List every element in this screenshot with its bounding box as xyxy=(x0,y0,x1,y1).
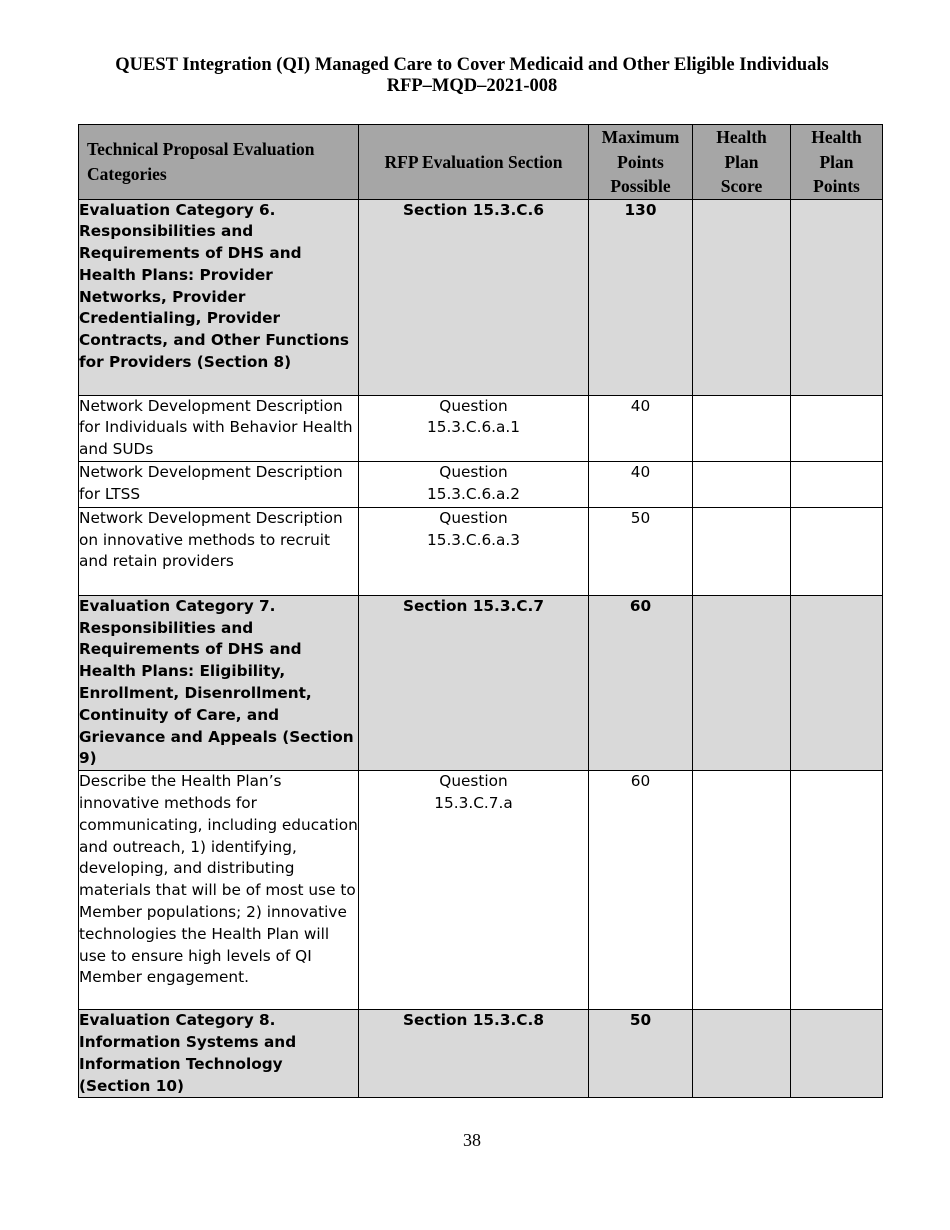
row-category: Evaluation Category 6. Responsibilities and Requirements of DHS and Health Plans: Provider Networks, Provider Credentialing, Provider Contracts, and Other Functions for Providers (Section 8) xyxy=(79,199,359,395)
row-score xyxy=(693,395,791,461)
header-section: RFP Evaluation Section xyxy=(359,125,589,200)
table-row xyxy=(79,595,883,770)
row-plan-points xyxy=(791,595,883,770)
row-category: Network Development Description on innovative methods to recruit and retain providers xyxy=(79,507,359,595)
table-row xyxy=(79,395,883,461)
row-plan-points xyxy=(791,395,883,461)
row-max-points: 130 xyxy=(589,199,693,395)
table-row xyxy=(79,771,883,1010)
header-score: Health Plan Score xyxy=(693,125,791,200)
row-category: Describe the Health Plan’s innovative methods for communicating, including education and outreach, 1) identifying, developing, and distributing materials that will be of most use to Member populations; 2) innovative technologies the Health Plan will use to ensure high levels of QI Member engagement. xyxy=(79,771,359,1010)
row-section: Section 15.3.C.8 xyxy=(359,1010,589,1098)
row-section: Question 15.3.C.6.a.2 xyxy=(359,461,589,507)
row-section: Section 15.3.C.7 xyxy=(359,595,589,770)
row-score xyxy=(693,507,791,595)
row-plan-points xyxy=(791,1010,883,1098)
table-row xyxy=(79,507,883,595)
row-section: Question 15.3.C.6.a.1 xyxy=(359,395,589,461)
row-score xyxy=(693,1010,791,1098)
row-plan-points xyxy=(791,507,883,595)
document-title xyxy=(0,55,944,97)
evaluation-table xyxy=(78,124,883,1098)
row-max-points: 60 xyxy=(589,595,693,770)
row-score xyxy=(693,771,791,1010)
row-section: Question 15.3.C.6.a.3 xyxy=(359,507,589,595)
row-score xyxy=(693,461,791,507)
row-plan-points xyxy=(791,771,883,1010)
table-row xyxy=(79,1010,883,1098)
row-section: Section 15.3.C.6 xyxy=(359,199,589,395)
header-max-points: Maximum Points Possible xyxy=(589,125,693,200)
row-plan-points xyxy=(791,461,883,507)
row-max-points: 50 xyxy=(589,507,693,595)
row-category: Network Development Description for Individuals with Behavior Health and SUDs xyxy=(79,395,359,461)
row-max-points: 40 xyxy=(589,461,693,507)
row-score xyxy=(693,199,791,395)
row-score xyxy=(693,595,791,770)
row-category: Evaluation Category 8. Information Systems and Information Technology (Section 10) xyxy=(79,1010,359,1098)
row-max-points: 50 xyxy=(589,1010,693,1098)
title-line-1: QUEST Integration (QI) Managed Care to Cover Medicaid and Other Eligible Individuals xyxy=(115,55,829,75)
table-header-row xyxy=(79,125,883,200)
header-plan-points: Health Plan Points xyxy=(791,125,883,200)
row-section: Question 15.3.C.7.a xyxy=(359,771,589,1010)
table-row xyxy=(79,199,883,395)
table-row xyxy=(79,461,883,507)
row-max-points: 40 xyxy=(589,395,693,461)
row-category: Network Development Description for LTSS xyxy=(79,461,359,507)
page-number: 38 xyxy=(463,1130,481,1150)
title-line-2: RFP–MQD–2021-008 xyxy=(386,76,558,96)
header-categories: Technical Proposal Evaluation Categories xyxy=(79,125,359,200)
row-category: Evaluation Category 7. Responsibilities and Requirements of DHS and Health Plans: Eligibility, Enrollment, Disenrollment, Continuity of Care, and Grievance and Appeals (Section 9) xyxy=(79,595,359,770)
row-plan-points xyxy=(791,199,883,395)
row-max-points: 60 xyxy=(589,771,693,1010)
